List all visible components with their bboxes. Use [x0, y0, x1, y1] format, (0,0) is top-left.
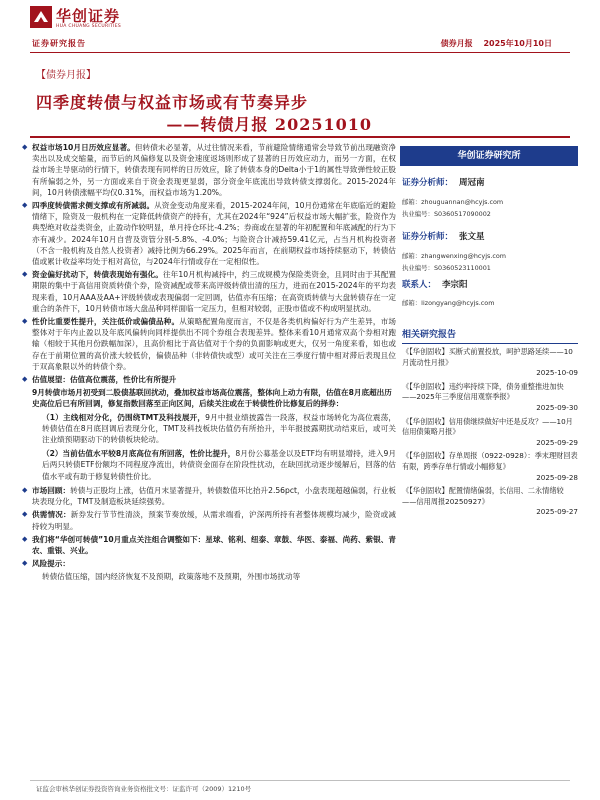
header-divider: [30, 52, 570, 53]
analyst-card: [402, 176, 578, 220]
point-text: 9月中报业绩披露告一段落，权益市场转化为高位震荡，转债估值在8月底回调后表现分化，TMT及科技板块估值仍有所抬升，半年报披露期扰动结束后，或可关注业绩预期驱动下的转债板块轮动。: [42, 412, 396, 445]
related-report-item[interactable]: [402, 486, 578, 518]
analyst-email[interactable]: 邮箱：zhangwenxing@hcyjs.com: [402, 252, 506, 260]
logo-icon: [30, 6, 52, 28]
related-report-item[interactable]: [402, 451, 578, 483]
bullet-arrow-icon: ◆: [22, 201, 28, 210]
analyst-name: 周冠南: [459, 178, 485, 188]
bullet-arrow-icon: ◆: [22, 485, 28, 494]
bullet-lead: 风险提示：: [32, 559, 70, 569]
analyst-role-label: 证券分析师：: [402, 178, 454, 188]
analyst-role: [402, 176, 578, 188]
related-report-item[interactable]: [402, 382, 578, 414]
list-item: [20, 316, 396, 372]
related-report-title[interactable]: 《【华创固收】买断式前置投放，呵护思路延续——10月流动性月报》: [402, 347, 573, 367]
related-report-date: 2025-09-28: [536, 472, 578, 482]
header-subtitle: 证券研究报告: [32, 39, 86, 48]
contact-name: 李宗阳: [442, 280, 468, 290]
bullet-arrow-icon: ◆: [22, 559, 28, 568]
institute-banner: 华创证券研究所: [400, 146, 578, 166]
related-report-date: 2025-09-27: [536, 507, 578, 517]
page-footer: 证监会审核华创证券投资咨询业务资格批文号：证监许可（2009）1210号: [36, 785, 252, 793]
point-lead: （2）当前估值水平较8月底高位有所回落，性价比提升，: [42, 449, 236, 459]
risk-text: 转债估值压缩，国内经济恢复不及预期，政策落地不及预期，外围市场扰动等: [42, 572, 301, 582]
section-lead: 资金偏好扰动下，转债表现始有强化。: [32, 270, 163, 280]
related-report-item[interactable]: [402, 417, 578, 449]
analyst-email[interactable]: 邮箱：zhouguannan@hcyjs.com: [402, 198, 504, 206]
list-item: [20, 485, 396, 507]
logo-english-text: HUA CHUANG SECURITIES: [56, 24, 122, 29]
footer-divider: [30, 780, 570, 781]
section-text: 从资金变动角度来看，2015-2024年间，10月份通常在年底临近的避险情绪下，险资及一般机构在一定降低转债资产的持有，尤其在2024年“924”后权益市场大幅扩张，险资作为典型绝对收益类资金，止盈动作较明显，单月持仓环比-4.2%；券商或在显著的年初配置和年底减配的行为下亦有减少。2024年10月自营及资管分别-5.8%、-4.0%；与险资合计减持59.41亿元，占当月机构投资者（不含一般机构及自然人投资者）减持比例为66.29%。2025年而言，在前期权益市场持续驱动下，转债估值或累计收益率均处于相对高位，与2024年行情或存在一定相似性。: [32, 201, 396, 267]
report-tag: 【债券月报】: [36, 70, 96, 81]
analyst-role: [402, 230, 578, 242]
section-text: 从策略配置角度而言，不仅是各类机构偏好行为产生差异，市场整体对于年内止盈以及年底风偏转向同样提供出不同个券组合表现差异。整体来看10月通常双高个券相对跑输（相较于其他月份跌幅加深），且高价相比于高估值对于个券的负面影响或更大，仅另一角度来看，如也或存在于前期位置的高价涨大较低价，偏债品种（非转债快或型）或可关注在三季度行情中相对滞后表现且位于双高象限以外的转债个券。: [32, 317, 397, 371]
analyst-card: [402, 230, 578, 274]
list-item: [20, 534, 396, 556]
bullet-lead: 市场回顾：: [32, 485, 71, 495]
related-report-date: 2025-10-09: [536, 368, 578, 378]
bullet-arrow-icon: ◆: [22, 375, 28, 384]
list-item: [20, 269, 396, 314]
contact-person: [402, 278, 578, 290]
logo-text: 华创证券: [56, 7, 121, 25]
section-text: 往年10月机构减持中，约三成规模为保险类资金，且同时由于其配置期限的集中于高信用资质转债个券，险资减配或带来高评级转债出清的压力，进而在2015-2024年的平均表现来看，10月AAA及AA+评级转债或表现偏弱一定回调，估值亦有压缩；在高资质转债与大盘转债存在一定重合的条件下，10月转债市场大盘品种同样面临一定压力，但相对较弱，正股市值或不构成明显扰动。: [32, 270, 396, 313]
related-report-title[interactable]: 《【华创固收】存单周报（0922-0928）：季末理财回表有限，跨季存单行情或小幅修复》: [402, 451, 578, 471]
bullet-text: 新券发行节节性清淡，预案节奏放缓，从需求端看，沪深两所持有者整体规模均减少，险资或减持较为明显。: [32, 510, 397, 531]
sidebar: [396, 142, 578, 518]
list-item: [20, 200, 396, 267]
contact-email[interactable]: 邮箱：lizongyang@hcyjs.com: [402, 299, 495, 307]
main-content: [20, 142, 396, 586]
related-report-title[interactable]: 《【华创固收】配置情绪偏弱，长信用、二永情绪较——信用周报20250927》: [402, 486, 564, 506]
analyst-name: 张文星: [459, 232, 485, 242]
related-report-date: 2025-09-29: [536, 437, 578, 447]
bullet-arrow-icon: ◆: [22, 317, 28, 326]
bullet-arrow-icon: ◆: [22, 510, 28, 519]
summary-text: 9月转债市场月初受到二股债基联回扰动，叠加权益市场高位震荡，整体向上动力有限，估值在8月底超出历史高位后已有所回调，修复指数回落至正向区间，后续关注或在于转债性价比修复后的择券：: [32, 388, 392, 409]
related-report-title[interactable]: 《【华创固收】违约率持续下降，债务重整推进加快——2025年三季度信用观察季报》: [402, 381, 564, 402]
list-item: [20, 509, 396, 531]
analyst-cert: 执业编号：S0360517090002: [402, 210, 491, 218]
page-title: 四季度转债与权益市场或有节奏异步: [36, 93, 309, 112]
point-item: [20, 448, 396, 482]
point-item: [20, 412, 396, 446]
related-report-date: 2025-09-30: [536, 402, 578, 412]
section-lead: 权益市场10月日历效应显著。: [32, 143, 135, 152]
related-reports-title: 相关研究报告: [402, 330, 457, 340]
related-report-title[interactable]: 《【华创固收】信用债继续做好中还是反攻？——10月信用债策略月报》: [402, 416, 573, 437]
section-text: 但转债未必显著，从过往情况来看，节前避险情绪通常会导致节前出现融资净卖出以及成交缩量，而节后的风偏修复以及资金速度返场则形成了显著的日历效应动力，而另一方面，在权益市场主导驱动的行情下，转债表现有同样的日历效应，除了转债本身的Delta小于1的属性导致弹性较正股有所偏弱之外，另一方面或来自于资金表现更显弱，部分资金年底流出导致转债支撑弱化。2015-2024年间，10月转债涨幅平均仅0.31%，而权益市场为1.20%。: [32, 143, 396, 197]
related-divider: [402, 343, 578, 344]
related-report-item[interactable]: [402, 347, 578, 379]
point-lead: （1）主线相对分化，仍围绕TMT及科技展开，: [42, 412, 206, 422]
section-lead: 估值展望：估值高位震荡，性价比有所提升: [32, 375, 177, 385]
analyst-cert: 执业编号：S0360523110001: [402, 264, 491, 272]
bullet-arrow-icon: ◆: [22, 534, 28, 543]
list-item: [20, 142, 396, 198]
contact-role-label: 联系人：: [402, 280, 437, 290]
bullet-lead: 我们将“华创可转债”10月重点关注组合调整如下：: [32, 534, 206, 544]
list-item: [20, 374, 396, 385]
section-lead: 性价比重要性提升，关注低价或偏债品种。: [32, 317, 180, 327]
bullet-arrow-icon: ◆: [22, 270, 28, 279]
analyst-role-label: 证券分析师：: [402, 232, 454, 242]
page-subtitle: ——转债月报 20251010: [166, 115, 372, 134]
point-text: 8月份公募基金以及ETF均有明显增持，进入9月后两只转债ETF份额均不同程度净流出，转债资金面存在阶段性扰动，在缺回扰动逐步缓解后，回落的估值水平或有助于修复转债性价比。: [42, 449, 396, 481]
report-type: 债券月报: [440, 39, 473, 48]
list-item: [20, 558, 396, 569]
section-lead: 四季度转债需求侧支撑或有所减弱。: [32, 201, 155, 211]
bullet-text: 转债与正股均上涨，估值月末显著提升，转债数值环比抬升2.56pct，小盘表现超越偏弱，行业板块表现分化，TMT及制造板块延续强势。: [32, 485, 396, 507]
bullet-text: 星球、铭利、纽泰、章鼓、华医、泰福、尚药、紫银、青农、重银、兴业。: [32, 534, 397, 555]
header-meta: [433, 38, 552, 49]
page-header: [30, 4, 570, 54]
report-date: 2025年10月10日: [483, 39, 552, 48]
title-divider: [30, 136, 570, 138]
bullet-lead: 供需情况：: [32, 510, 71, 520]
bullet-arrow-icon: ◆: [22, 143, 28, 151]
